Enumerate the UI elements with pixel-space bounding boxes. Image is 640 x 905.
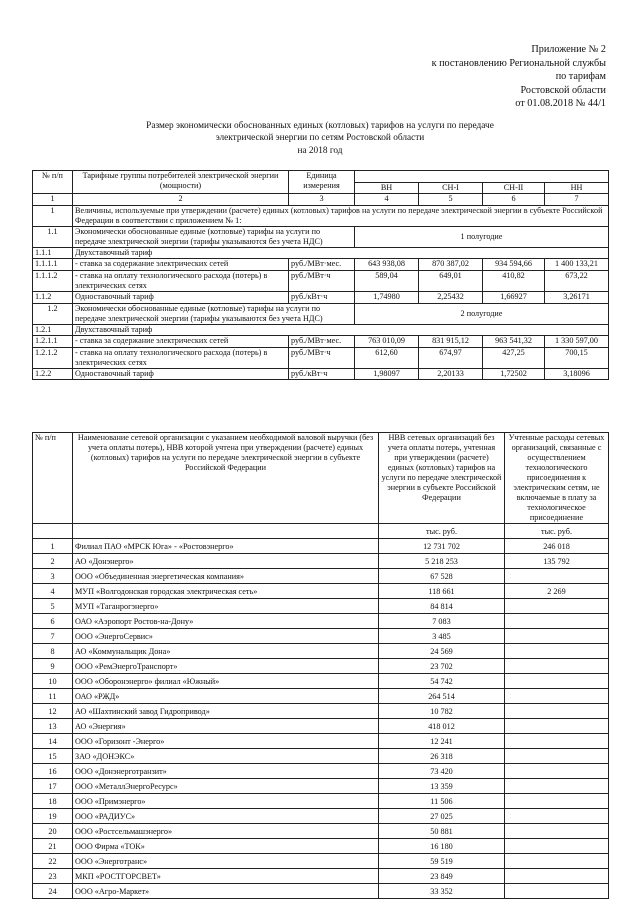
row-num: 1.2.1.1	[33, 336, 73, 348]
org-header-name: Наименование сетевой организации с указанием необходимой валовой выручки (без учета оплаты потерь), НВВ которой учтена при утверждении (расчете) единых (котловых) тарифов на услуги по передаче электрической энергии в субъекте Российской Федерации	[73, 433, 379, 524]
table-row	[33, 659, 609, 674]
org-nvv: 12 731 702	[379, 539, 505, 554]
row-unit: руб./МВт·ч	[289, 347, 355, 368]
table-row	[33, 539, 609, 554]
unit-blank	[33, 524, 73, 539]
org-num: 16	[33, 764, 73, 779]
org-name: ООО «Энерготранс»	[73, 854, 379, 869]
table-row	[33, 569, 609, 584]
value-cell: 1 330 597,00	[545, 336, 609, 348]
org-expenses	[505, 794, 609, 809]
org-nvv: 50 881	[379, 824, 505, 839]
row-num: 1.1.1	[33, 247, 73, 259]
org-name: ООО «Агро-Маркет»	[73, 884, 379, 899]
header-sn2: СН-II	[483, 182, 545, 194]
value-cell: 963 541,32	[483, 336, 545, 348]
org-nvv: 24 569	[379, 644, 505, 659]
period-label: 2 полугодие	[355, 303, 609, 324]
org-nvv: 11 506	[379, 794, 505, 809]
org-expenses	[505, 674, 609, 689]
table-row	[33, 854, 609, 869]
org-expenses	[505, 719, 609, 734]
header-unit: Единица измерения	[289, 171, 355, 194]
header-nn: НН	[545, 182, 609, 194]
row-text: Двухставочный тариф	[73, 324, 609, 336]
row-text: Двухставочный тариф	[73, 247, 609, 259]
org-nvv: 84 814	[379, 599, 505, 614]
org-name: ОАО «Аэропорт Ростов-на-Дону»	[73, 614, 379, 629]
row-unit: руб./МВт·мес.	[289, 336, 355, 348]
table-row	[33, 824, 609, 839]
org-nvv: 16 180	[379, 839, 505, 854]
org-num: 8	[33, 644, 73, 659]
unit-expenses: тыс. руб.	[505, 524, 609, 539]
org-num: 24	[33, 884, 73, 899]
table-row	[33, 764, 609, 779]
org-expenses	[505, 824, 609, 839]
row-num: 1.2.2	[33, 368, 73, 380]
org-num: 18	[33, 794, 73, 809]
network-organizations-table	[32, 432, 609, 899]
org-name: ЗАО «ДОНЭКС»	[73, 749, 379, 764]
appendix-block	[432, 43, 606, 111]
org-expenses	[505, 689, 609, 704]
org-header-nvv: НВВ сетевых организаций без учета оплаты потерь, учтенная при утверждении (расчете) единых (котловых) тарифов на услуги по передаче электрической энергии в субъекте Российской Федерации	[379, 433, 505, 524]
org-num: 23	[33, 869, 73, 884]
appendix-line: Приложение № 2	[531, 44, 606, 55]
org-expenses	[505, 704, 609, 719]
appendix-line: к постановлению Региональной службы	[431, 57, 606, 69]
table-row	[33, 704, 609, 719]
row-text: - ставка на оплату технологического расхода (потерь) в электрических сетях	[73, 270, 289, 291]
col-number: 3	[289, 194, 355, 206]
value-cell: 763 010,09	[355, 336, 419, 348]
row-text: - ставка за содержание электрических сетей	[73, 336, 289, 348]
col-number: 5	[419, 194, 483, 206]
org-num: 10	[33, 674, 73, 689]
table-row	[33, 809, 609, 824]
value-cell: 649,01	[419, 270, 483, 291]
table-row	[33, 734, 609, 749]
org-name: ООО «Ростсельмашэнерго»	[73, 824, 379, 839]
org-nvv: 118 661	[379, 584, 505, 599]
table-row	[33, 884, 609, 899]
row-unit: руб./кВт·ч	[289, 291, 355, 303]
org-nvv: 5 218 253	[379, 554, 505, 569]
org-expenses	[505, 869, 609, 884]
value-cell: 1,98097	[355, 368, 419, 380]
table-row	[33, 749, 609, 764]
org-nvv: 27 025	[379, 809, 505, 824]
org-name: ООО «Объединенная энергетическая компания»	[73, 569, 379, 584]
title-line: электрической энергии по сетям Ростовской области	[215, 133, 425, 144]
org-name: АО «Энергия»	[73, 719, 379, 734]
org-name: ООО «РАДИУС»	[73, 809, 379, 824]
org-name: ООО «Оборонэнерго» филиал «Южный»	[73, 674, 379, 689]
value-cell: 3,18096	[545, 368, 609, 380]
org-nvv: 23 702	[379, 659, 505, 674]
table-row	[33, 779, 609, 794]
org-nvv: 10 782	[379, 704, 505, 719]
org-name: АО «Коммунальщик Дона»	[73, 644, 379, 659]
org-name: АО «Шахтинский завод Гидропривод»	[73, 704, 379, 719]
col-number: 2	[73, 194, 289, 206]
row-num: 1.2	[33, 303, 73, 324]
value-cell: 1,74980	[355, 291, 419, 303]
row-num: 1.1	[33, 226, 73, 247]
org-num: 7	[33, 629, 73, 644]
org-name: ОАО «РЖД»	[73, 689, 379, 704]
org-nvv: 59 519	[379, 854, 505, 869]
row-num: 1.2.1.2	[33, 347, 73, 368]
row-num: 1.1.2	[33, 291, 73, 303]
org-num: 15	[33, 749, 73, 764]
col-number: 6	[483, 194, 545, 206]
org-num: 13	[33, 719, 73, 734]
org-header-expenses: Учтенные расходы сетевых организаций, связанные с осуществлением технологического присоединения к электрическим сетям, не включаемые в плату за технологическое присоединение	[505, 433, 609, 524]
org-expenses: 135 792	[505, 554, 609, 569]
value-cell: 3,26171	[545, 291, 609, 303]
unit-nvv: тыс. руб.	[379, 524, 505, 539]
header-sn1: СН-I	[419, 182, 483, 194]
org-num: 11	[33, 689, 73, 704]
row-unit: руб./кВт·ч	[289, 368, 355, 380]
org-name: ООО «Горизонт -Энерго»	[73, 734, 379, 749]
table-row	[33, 689, 609, 704]
header-group: Тарифные группы потребителей электрической энергии (мощности)	[73, 171, 289, 194]
org-name: ООО «РемЭнергоТранспорт»	[73, 659, 379, 674]
org-expenses: 2 269	[505, 584, 609, 599]
org-name: МКП «РОСТГОРСВЕТ»	[73, 869, 379, 884]
org-nvv: 264 514	[379, 689, 505, 704]
org-num: 4	[33, 584, 73, 599]
row-num: 1.2.1	[33, 324, 73, 336]
org-nvv: 23 849	[379, 869, 505, 884]
value-cell: 410,82	[483, 270, 545, 291]
table-row	[33, 869, 609, 884]
row-text: - ставка за содержание электрических сетей	[73, 259, 289, 271]
org-nvv: 67 528	[379, 569, 505, 584]
org-nvv: 26 318	[379, 749, 505, 764]
org-num: 20	[33, 824, 73, 839]
table-row	[33, 794, 609, 809]
row-num: 1.1.1.1	[33, 259, 73, 271]
table-row	[33, 644, 609, 659]
org-expenses	[505, 749, 609, 764]
org-num: 22	[33, 854, 73, 869]
value-cell: 1,66927	[483, 291, 545, 303]
value-cell: 643 938,08	[355, 259, 419, 271]
unit-blank	[73, 524, 379, 539]
org-num: 17	[33, 779, 73, 794]
row-unit: руб./МВт·ч	[289, 270, 355, 291]
title-line: Размер экономически обоснованных единых (котловых) тарифов на услуги по передаче	[146, 121, 494, 131]
org-expenses	[505, 629, 609, 644]
value-cell: 427,25	[483, 347, 545, 368]
value-cell: 674,97	[419, 347, 483, 368]
org-num: 9	[33, 659, 73, 674]
org-nvv: 7 083	[379, 614, 505, 629]
org-name: ООО «МеталлЭнергоРесурс»	[73, 779, 379, 794]
tariff-table	[32, 170, 609, 380]
org-rows	[33, 539, 609, 899]
org-name: ООО Фирма «ТОК»	[73, 839, 379, 854]
org-expenses	[505, 644, 609, 659]
org-expenses	[505, 884, 609, 899]
org-name: МУП «Таганрогэнерго»	[73, 599, 379, 614]
row-text: Одноставочный тариф	[73, 291, 289, 303]
org-num: 12	[33, 704, 73, 719]
org-name: Филиал ПАО «МРСК Юга» - «Ростовэнерго»	[73, 539, 379, 554]
org-nvv: 54 742	[379, 674, 505, 689]
title-line: на 2018 год	[297, 145, 343, 156]
table-row	[33, 674, 609, 689]
org-nvv: 13 359	[379, 779, 505, 794]
col-number: 1	[33, 194, 73, 206]
row-unit: руб./МВт·мес.	[289, 259, 355, 271]
appendix-line: по тарифам	[555, 71, 606, 83]
org-nvv: 73 420	[379, 764, 505, 779]
org-expenses	[505, 809, 609, 824]
org-expenses	[505, 734, 609, 749]
org-header-num: № п/п	[33, 433, 73, 524]
value-cell: 831 915,12	[419, 336, 483, 348]
table-row	[33, 839, 609, 854]
org-expenses	[505, 569, 609, 584]
row-text: Экономически обоснованные единые (котловые) тарифы на услуги по передаче электрической энергии (тарифы указываются без учета НДС)	[73, 303, 355, 324]
value-cell: 1,72502	[483, 368, 545, 380]
org-nvv: 33 352	[379, 884, 505, 899]
org-name: ООО «Примэнерго»	[73, 794, 379, 809]
value-cell: 700,15	[545, 347, 609, 368]
row-num: 1	[33, 205, 73, 226]
table-row	[33, 554, 609, 569]
value-cell: 673,22	[545, 270, 609, 291]
header-vn: ВН	[355, 182, 419, 194]
org-expenses	[505, 779, 609, 794]
org-expenses	[505, 839, 609, 854]
period-label: 1 полугодие	[355, 226, 609, 247]
org-num: 2	[33, 554, 73, 569]
row-text: Экономически обоснованные единые (котловые) тарифы на услуги по передаче электрической энергии (тарифы указываются без учета НДС)	[73, 226, 355, 247]
org-expenses	[505, 659, 609, 674]
row-text: Величины, используемые при утверждении (расчете) единых (котловых) тарифов на услуги по передаче электрической энергии в субъекте Российской Федерации в соответствии с приложением № 1:	[73, 205, 609, 226]
document-title	[90, 120, 550, 157]
org-num: 3	[33, 569, 73, 584]
value-cell: 1 400 133,21	[545, 259, 609, 271]
table-row	[33, 599, 609, 614]
org-num: 14	[33, 734, 73, 749]
org-nvv: 12 241	[379, 734, 505, 749]
org-expenses: 246 018	[505, 539, 609, 554]
table-row	[33, 629, 609, 644]
appendix-date: от 01.08.2018 № 44/1	[515, 98, 606, 110]
org-name: АО «Донэнерго»	[73, 554, 379, 569]
table-row	[33, 719, 609, 734]
org-name: МУП «Волгодонская городская электрическая сеть»	[73, 584, 379, 599]
table-row	[33, 614, 609, 629]
org-nvv: 418 012	[379, 719, 505, 734]
table-row	[33, 584, 609, 599]
org-num: 1	[33, 539, 73, 554]
row-text: - ставка на оплату технологического расхода (потерь) в электрических сетях	[73, 347, 289, 368]
org-expenses	[505, 614, 609, 629]
row-num: 1.1.1.2	[33, 270, 73, 291]
org-num: 5	[33, 599, 73, 614]
org-expenses	[505, 599, 609, 614]
value-cell: 612,60	[355, 347, 419, 368]
org-nvv: 3 485	[379, 629, 505, 644]
org-num: 21	[33, 839, 73, 854]
header-voltage-blank	[355, 171, 609, 183]
org-name: ООО «ЭнергоСервис»	[73, 629, 379, 644]
org-expenses	[505, 854, 609, 869]
value-cell: 870 387,02	[419, 259, 483, 271]
value-cell: 934 594,66	[483, 259, 545, 271]
org-num: 19	[33, 809, 73, 824]
value-cell: 589,04	[355, 270, 419, 291]
org-name: ООО «Донэнерготранзит»	[73, 764, 379, 779]
value-cell: 2,20133	[419, 368, 483, 380]
col-number: 4	[355, 194, 419, 206]
col-number: 7	[545, 194, 609, 206]
appendix-line: Ростовской области	[520, 84, 606, 96]
org-num: 6	[33, 614, 73, 629]
value-cell: 2,25432	[419, 291, 483, 303]
row-text: Одноставочный тариф	[73, 368, 289, 380]
header-num: № п/п	[33, 171, 73, 194]
org-expenses	[505, 764, 609, 779]
